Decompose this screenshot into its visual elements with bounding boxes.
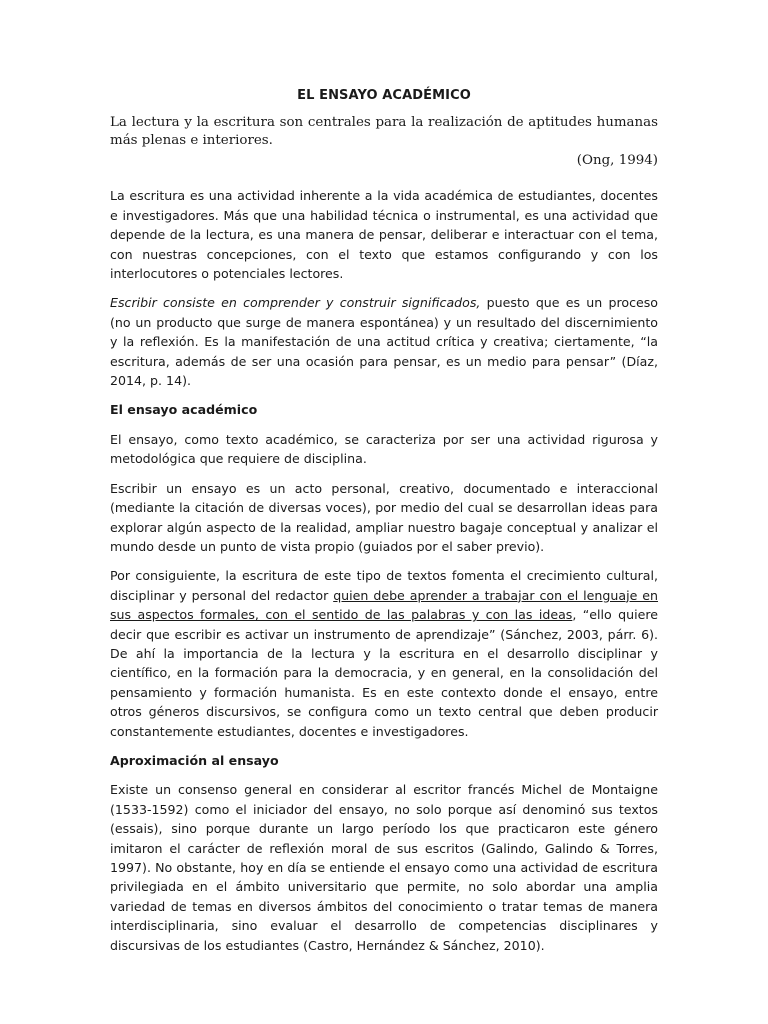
paragraph-1: La escritura es una actividad inherente a la vida académica de estudiantes, docentes e investigadores. Más que una habilidad técnica o instrumental, es una actividad que depende de la lectura, es una manera de pensar, deliberar e interactuar con el tema, con nuestras concepciones, con el texto que estamos configurando y con los interlocutores o potenciales lectores.	[110, 188, 658, 282]
section-heading-aproximacion: Aproximación al ensayo	[110, 752, 279, 768]
paragraph-5-before: Por consiguiente, la escritura de este tipo de textos fomenta el crecimiento cultural, disciplinar y personal del redactor	[110, 568, 658, 603]
paragraph-4: Escribir un ensayo es un acto personal, creativo, documentado e interaccional (mediante la citación de diversas voces), por medio del cual se desarrollan ideas para explorar algún aspecto de la realidad, ampliar nuestro bagaje conceptual y analizar el mundo desde un punto de vista propio (guiados por el saber previo).	[110, 480, 658, 554]
paragraph-3: El ensayo, como texto académico, se caracteriza por ser una actividad rigurosa y metodológica que requiere de disciplina.	[110, 431, 658, 467]
paragraph-5-after: , “ello quiere decir que escribir es activar un instrumento de aprendizaje” (Sánchez, 2003, párr. 6). De ahí la importancia de la lectura y la escritura en el desarrollo disciplinar y científico, en la formación para la democracia, y en general, en la consolidación del pensamiento y formación humanista. Es en este contexto donde el ensayo, entre otros géneros discursivos, se configura como un texto central que deben producir constantemente estudiantes, docentes e investigadores.	[110, 607, 659, 739]
paragraph-2	[110, 293, 658, 390]
paragraph-2-italic: Escribir consiste en comprender y construir significados,	[110, 295, 481, 311]
section-heading-ensayo-academico: El ensayo académico	[110, 402, 258, 418]
paragraph-5-underlined: quien debe aprender a trabajar con el lenguaje en sus aspectos formales, con el sentido de las palabras y con las ideas	[110, 587, 659, 623]
paragraph-6: Existe un consenso general en considerar al escritor francés Michel de Montaigne (1533-1592) como el iniciador del ensayo, no solo porque así denominó sus textos (essais), sino porque durante un largo período los que practicaron este género imitaron el carácter de reflexión moral de sus escritos (Galindo, Galindo & Torres, 1997). No obstante, hoy en día se entiende el ensayo como una actividad de escritura privilegiada en el ámbito universitario que permite, no solo abordar una amplia variedad de temas en diversos ámbitos del conocimiento o tratar temas de manera interdisciplinaria, sino evaluar el desarrollo de competencias disciplinares y discursivas de los estudiantes (Castro, Hernández & Sánchez, 2010).	[110, 782, 658, 953]
paragraph-2-rest: puesto que es un proceso (no un producto que surge de manera espontánea) y un resultado del discernimiento y la reflexión. Es la manifestación de una actitud crítica y creativa; ciertamente, “la escritura, además de ser una ocasión para pensar, es un medio para pensar” (Díaz, 2014, p. 14).	[110, 295, 659, 389]
epigraph-citation: (Ong, 1994)	[576, 153, 658, 169]
paragraph-5	[110, 566, 658, 741]
epigraph-quote: La lectura y la escritura son centrales para la realización de aptitudes humanas más plenas e interiores.	[110, 115, 658, 149]
document-body	[110, 86, 658, 965]
document-title: EL ENSAYO ACADÉMICO	[297, 88, 471, 103]
